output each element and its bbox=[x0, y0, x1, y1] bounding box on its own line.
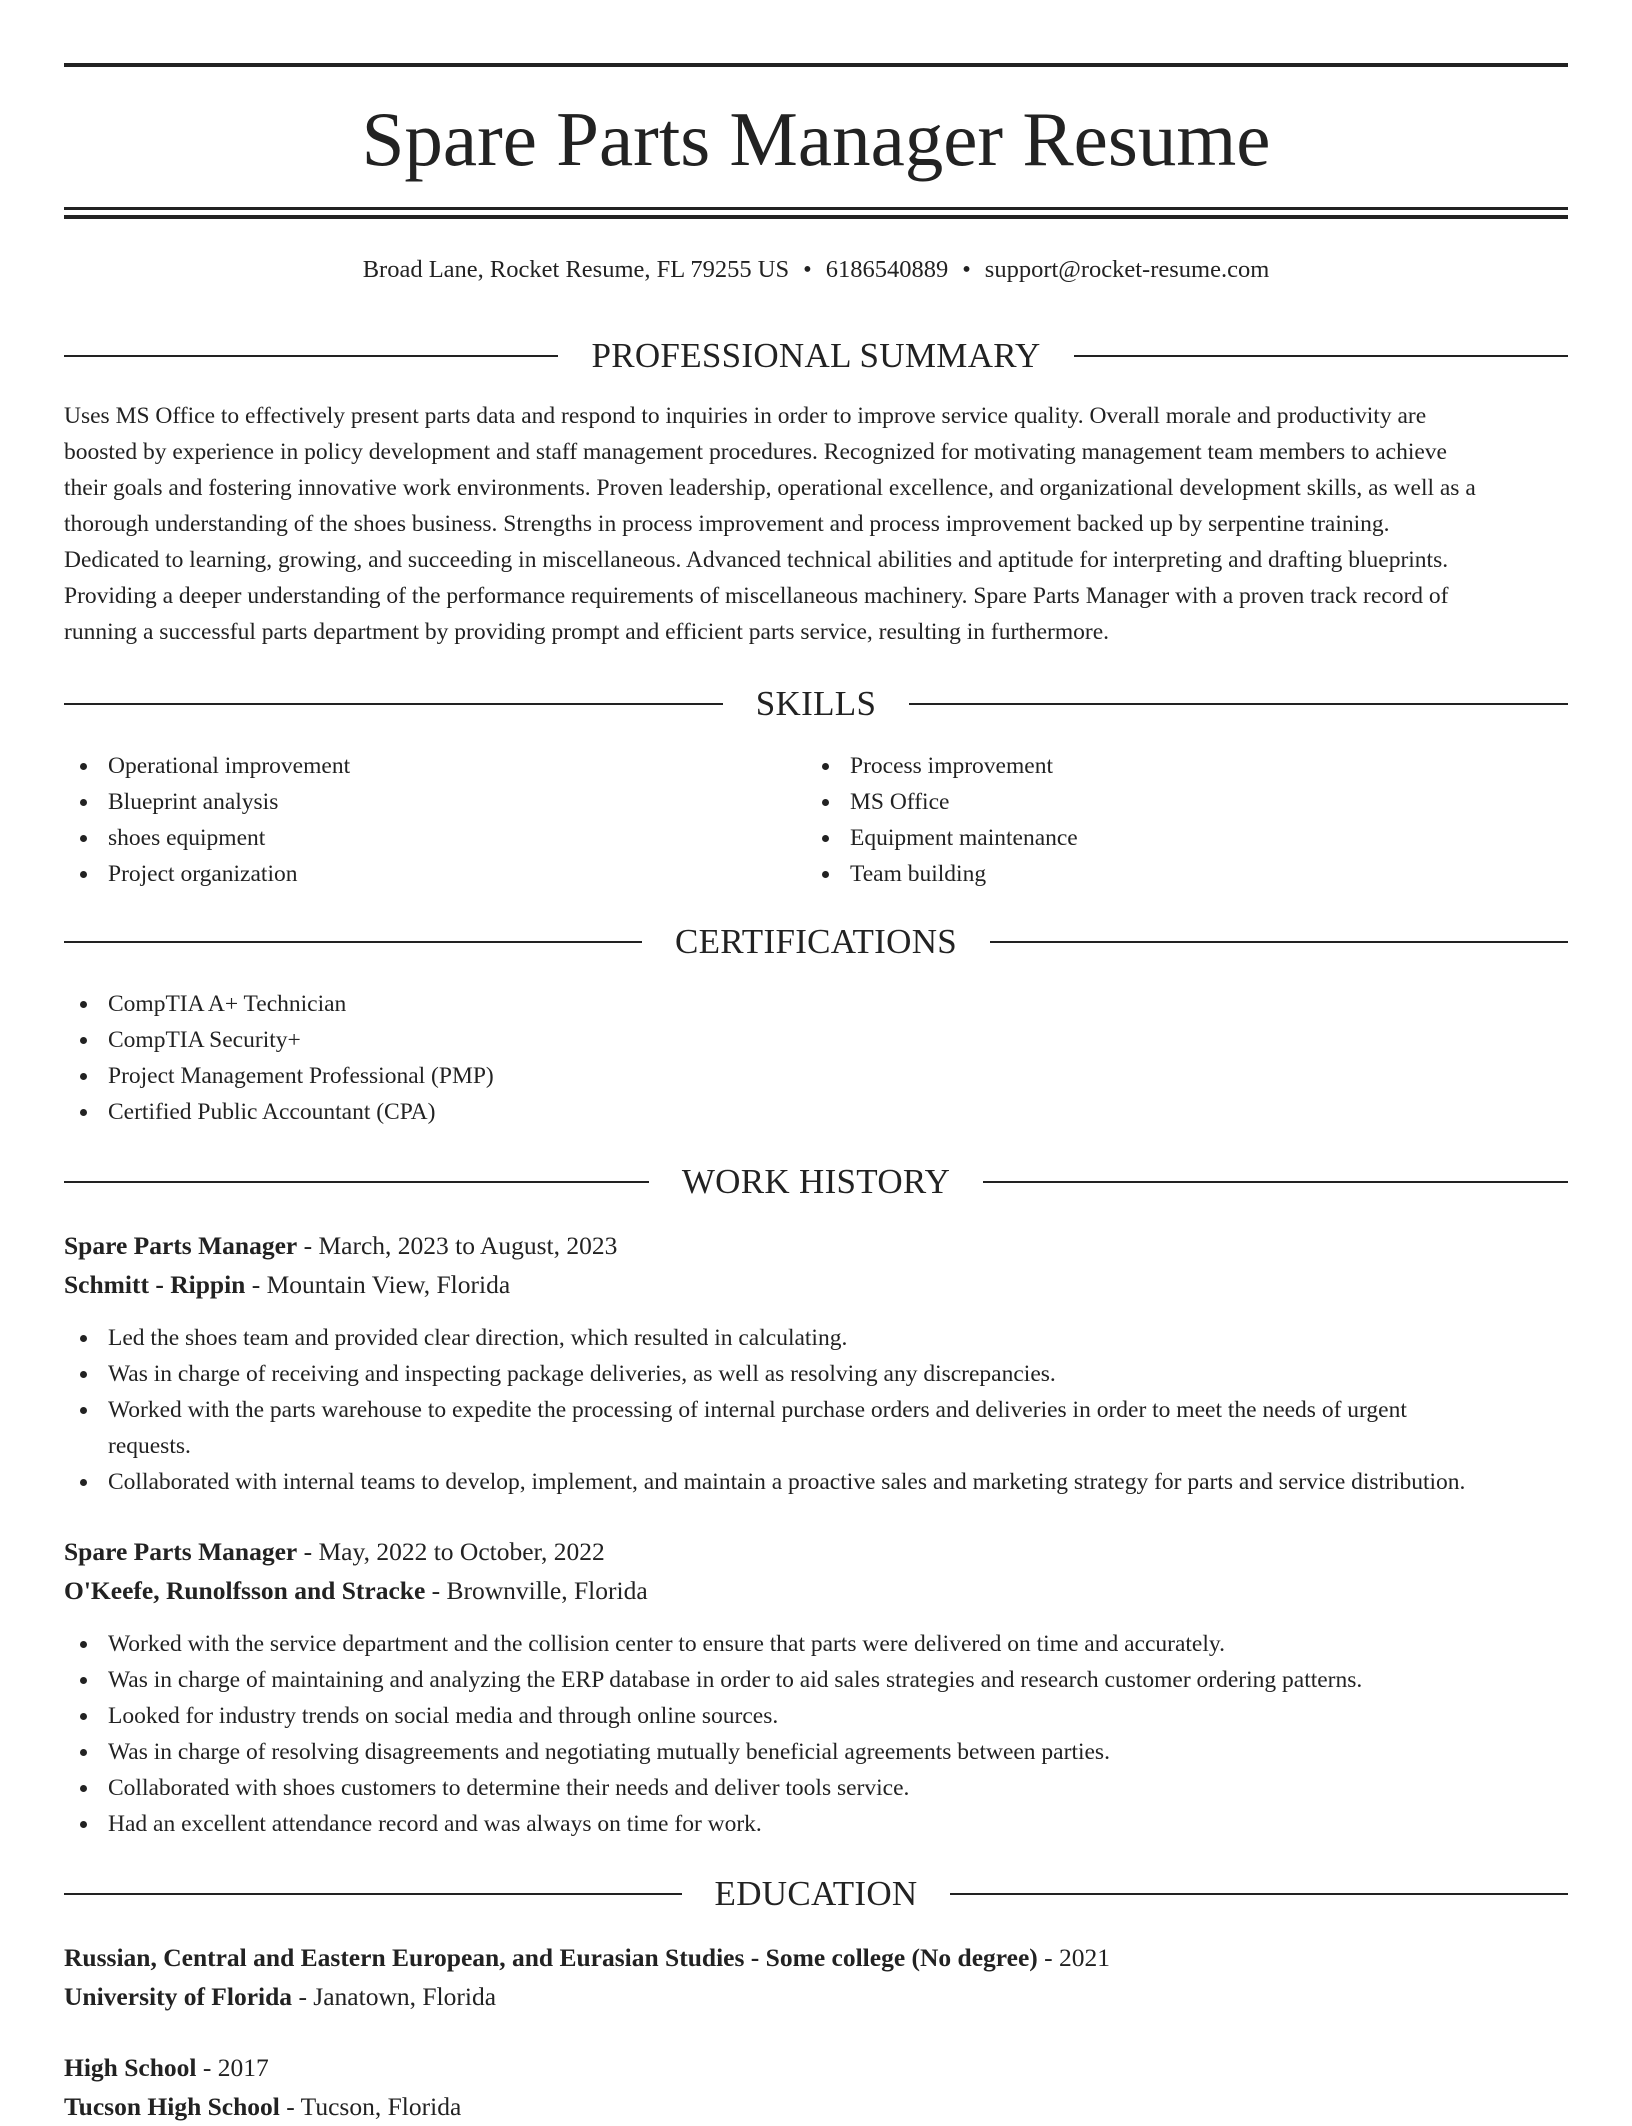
job-bullet-list bbox=[64, 1320, 1568, 1500]
contact-separator: • bbox=[962, 256, 971, 283]
job-bullet-text: Worked with the parts warehouse to expedite the processing of internal purchase orders and deliveries in order to meet the needs of urgent bbox=[108, 1397, 1407, 1423]
section-rule-left bbox=[64, 703, 723, 705]
section-rule-left bbox=[64, 355, 558, 357]
contact-address: Broad Lane, Rocket Resume, FL 79255 US bbox=[362, 256, 790, 283]
job-title-line bbox=[64, 1532, 1568, 1571]
job-bullet: Was in charge of maintaining and analyzing the ERP database in order to aid sales strategies and research customer ordering patterns. bbox=[64, 1662, 1568, 1698]
job-dates: - May, 2022 to October, 2022 bbox=[297, 1537, 605, 1566]
skill-item: Operational improvement bbox=[64, 748, 804, 784]
summary-line: thorough understanding of the shoes business. Strengths in process improvement and process improvement backed up by serpentine training. bbox=[64, 511, 1390, 537]
education-entry bbox=[64, 2048, 1568, 2126]
summary-line: their goals and fostering innovative work environments. Proven leadership, operational excellence, and organizational development skills, as well as a bbox=[64, 475, 1476, 501]
job-bullet-continuation: requests. bbox=[108, 1433, 191, 1459]
job-bullet: Collaborated with internal teams to develop, implement, and maintain a proactive sales and marketing strategy for parts and service distribution. bbox=[64, 1464, 1568, 1500]
section-rule-left bbox=[64, 1893, 682, 1895]
job-bullet: Worked with the service department and the collision center to ensure that parts were delivered on time and accurately. bbox=[64, 1626, 1568, 1662]
certification-item: Certified Public Accountant (CPA) bbox=[64, 1094, 1568, 1130]
job-title: Spare Parts Manager bbox=[64, 1231, 298, 1260]
job-bullet: Had an excellent attendance record and was always on time for work. bbox=[64, 1806, 1568, 1842]
section-title: WORK HISTORY bbox=[681, 1162, 951, 1201]
job-title-line bbox=[64, 1226, 1568, 1265]
skill-item: Team building bbox=[806, 856, 1546, 892]
skills-list bbox=[806, 748, 1546, 892]
certification-item: CompTIA A+ Technician bbox=[64, 986, 1568, 1022]
education-degree: High School bbox=[64, 2053, 197, 2082]
certifications-block bbox=[64, 986, 1568, 1130]
section-header-summary bbox=[64, 334, 1568, 378]
section-rule-right bbox=[1074, 355, 1568, 357]
section-title: SKILLS bbox=[755, 684, 877, 723]
certifications-list bbox=[64, 986, 1568, 1130]
job-company-line bbox=[64, 1265, 1568, 1304]
contact-line bbox=[64, 253, 1568, 287]
skill-item: Project organization bbox=[64, 856, 804, 892]
job-bullet: Collaborated with shoes customers to determine their needs and deliver tools service. bbox=[64, 1770, 1568, 1806]
job-location: - Mountain View, Florida bbox=[245, 1270, 511, 1299]
section-title: PROFESSIONAL SUMMARY bbox=[591, 336, 1041, 375]
skill-item: shoes equipment bbox=[64, 820, 804, 856]
job-company: O'Keefe, Runolfsson and Stracke bbox=[64, 1576, 426, 1605]
education-school: University of Florida bbox=[64, 1982, 293, 2011]
education-year: - 2017 bbox=[196, 2053, 269, 2082]
job-bullet: Led the shoes team and provided clear direction, which resulted in calculating. bbox=[64, 1320, 1568, 1356]
job-bullet: Looked for industry trends on social media and through online sources. bbox=[64, 1698, 1568, 1734]
section-rule-right bbox=[990, 941, 1568, 943]
contact-email: support@rocket-resume.com bbox=[984, 256, 1270, 283]
summary-line: boosted by experience in policy development and staff management procedures. Recognized for motivating management team members to achieve bbox=[64, 439, 1447, 465]
job-dates: - March, 2023 to August, 2023 bbox=[297, 1231, 618, 1260]
section-rule-left bbox=[64, 1181, 649, 1183]
section-rule-right bbox=[950, 1893, 1568, 1895]
education-school-line bbox=[64, 1977, 1568, 2016]
job-entry bbox=[64, 1532, 1568, 1610]
education-school: Tucson High School bbox=[64, 2092, 280, 2121]
skill-item: Equipment maintenance bbox=[806, 820, 1546, 856]
summary-line: running a successful parts department by providing prompt and efficient parts service, resulting in furthermore. bbox=[64, 619, 1110, 645]
section-title: EDUCATION bbox=[714, 1874, 918, 1913]
education-degree-line bbox=[64, 2048, 1568, 2087]
skills-list bbox=[64, 748, 804, 892]
job-bullets bbox=[64, 1626, 1568, 1842]
job-bullet: Was in charge of receiving and inspecting package deliveries, as well as resolving any discrepancies. bbox=[64, 1356, 1568, 1392]
job-bullet-list bbox=[64, 1626, 1568, 1842]
skill-item: Process improvement bbox=[806, 748, 1546, 784]
title-double-rule-lower bbox=[64, 215, 1568, 219]
job-title: Spare Parts Manager bbox=[64, 1537, 298, 1566]
education-year: - 2021 bbox=[1037, 1943, 1111, 1972]
section-header-education bbox=[64, 1872, 1568, 1916]
job-bullet bbox=[64, 1392, 1568, 1464]
summary-text bbox=[64, 398, 1568, 650]
education-location: - Janatown, Florida bbox=[292, 1982, 497, 2011]
job-bullet: Was in charge of resolving disagreements and negotiating mutually beneficial agreements between parties. bbox=[64, 1734, 1568, 1770]
skills-right-column bbox=[806, 748, 1546, 892]
section-header-certifications bbox=[64, 920, 1568, 964]
section-header-skills bbox=[64, 682, 1568, 726]
job-entry bbox=[64, 1226, 1568, 1304]
page-title: Spare Parts Manager Resume bbox=[361, 96, 1271, 182]
certification-item: CompTIA Security+ bbox=[64, 1022, 1568, 1058]
summary-line: Uses MS Office to effectively present parts data and respond to inquiries in order to improve service quality. Overall morale and productivity are bbox=[64, 403, 1427, 429]
summary-line: Dedicated to learning, growing, and succeeding in miscellaneous. Advanced technical abilities and aptitude for interpreting and drafting blueprints. bbox=[64, 547, 1449, 573]
job-company: Schmitt - Rippin bbox=[64, 1270, 246, 1299]
section-rule-right bbox=[909, 703, 1568, 705]
education-location: - Tucson, Florida bbox=[279, 2092, 462, 2121]
education-entry bbox=[64, 1938, 1568, 2016]
summary-line: Providing a deeper understanding of the performance requirements of miscellaneous machinery. Spare Parts Manager with a proven track record of bbox=[64, 583, 1449, 609]
title-double-rule-upper bbox=[64, 207, 1568, 210]
certification-item: Project Management Professional (PMP) bbox=[64, 1058, 1568, 1094]
job-company-line bbox=[64, 1571, 1568, 1610]
top-rule bbox=[64, 63, 1568, 67]
section-header-work-history bbox=[64, 1160, 1568, 1204]
skill-item: MS Office bbox=[806, 784, 1546, 820]
contact-separator: • bbox=[803, 256, 812, 283]
education-degree-line bbox=[64, 1938, 1568, 1977]
section-title: CERTIFICATIONS bbox=[674, 922, 958, 961]
section-rule-left bbox=[64, 941, 642, 943]
education-degree: Russian, Central and Eastern European, and Eurasian Studies - Some college (No degree) bbox=[64, 1943, 1038, 1972]
job-bullets bbox=[64, 1320, 1568, 1500]
section-rule-right bbox=[983, 1181, 1568, 1183]
education-school-line bbox=[64, 2087, 1568, 2126]
skill-item: Blueprint analysis bbox=[64, 784, 804, 820]
skills-left-column bbox=[64, 748, 804, 892]
job-location: - Brownville, Florida bbox=[425, 1576, 648, 1605]
contact-phone: 6186540889 bbox=[825, 256, 949, 283]
